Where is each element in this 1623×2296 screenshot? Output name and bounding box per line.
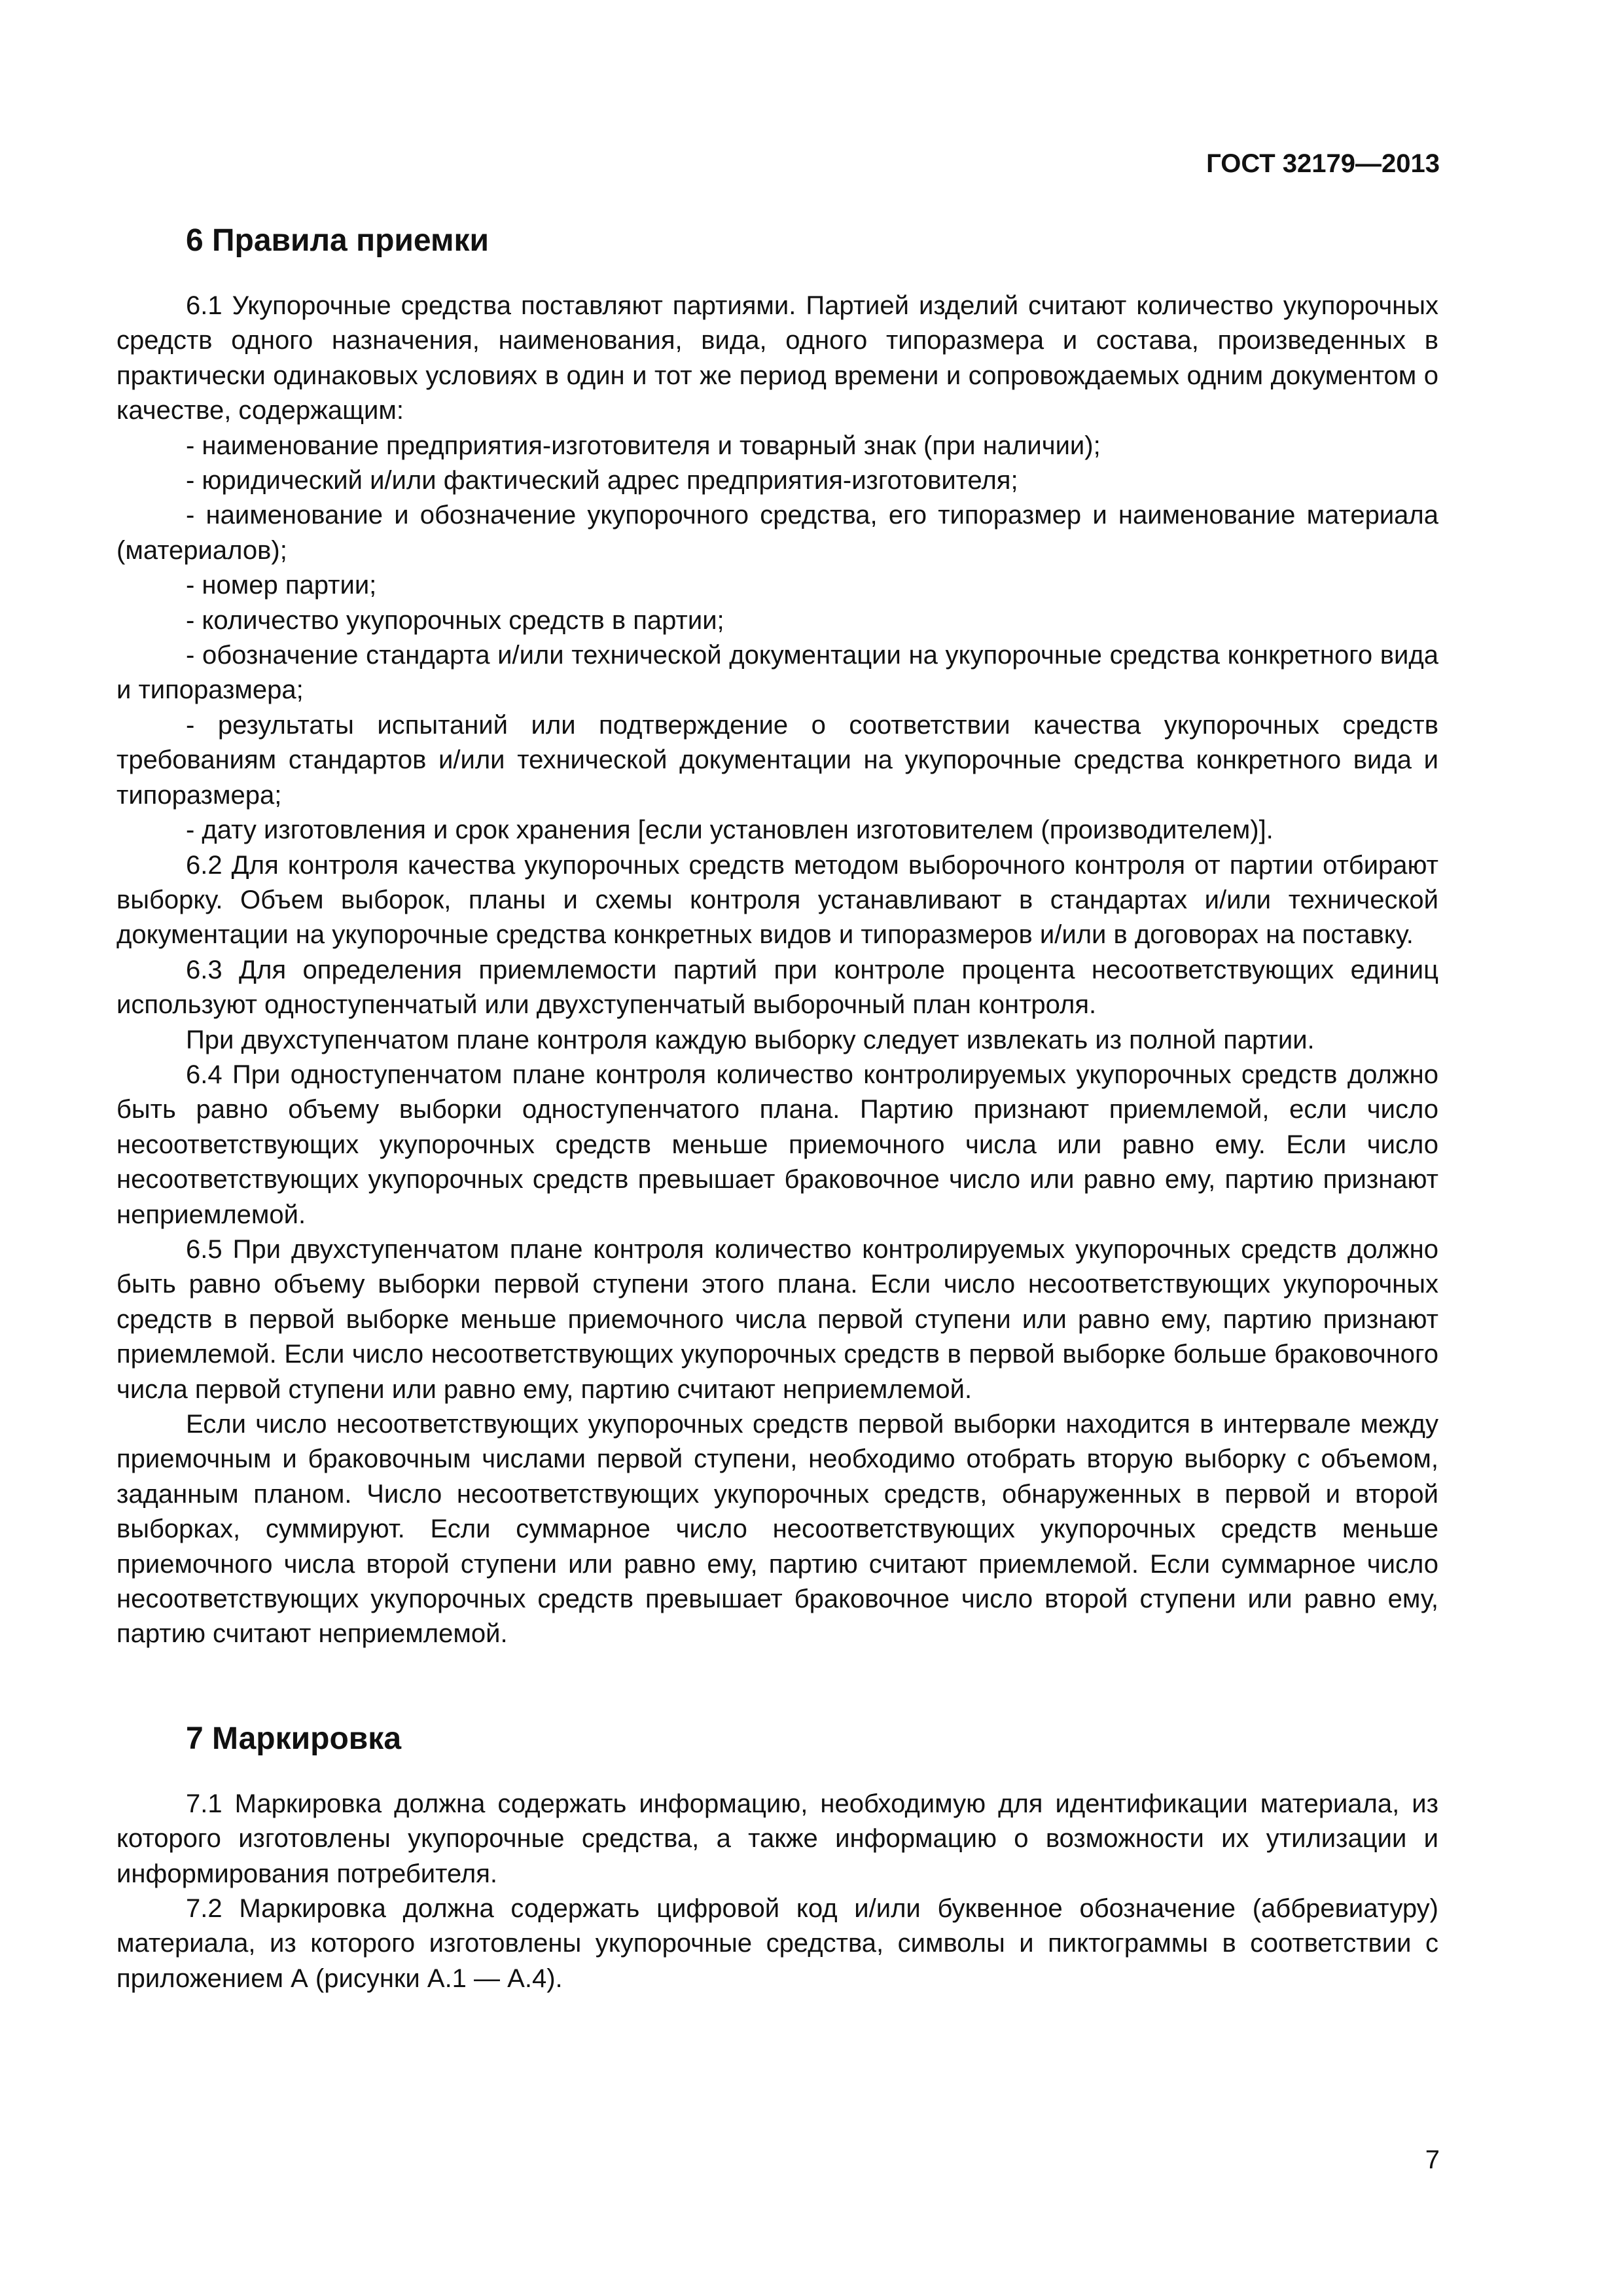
paragraph-6-3-note: При двухступенчатом плане контроля каждую выборку следует извлекать из полной партии. <box>186 1025 1315 1054</box>
section-7-title: 7 Маркировка <box>186 1721 402 1756</box>
list-item: - наименование и обозначение укупорочного средства, его типоразмер и наименование материала (материалов); <box>116 501 1438 565</box>
paragraph-6-4: 6.4 При одноступенчатом плане контроля количество контролируемых укупорочных средств должно быть равно объему выборки одноступенчатого плана. Партию признают приемлемой, если число несоответствующих укупорочных средств меньше приемочного числа или равно ему. Если число несоответствующих укупорочных средств превышает браковочное число или равно ему, партию признают неприемлемой. <box>116 1060 1438 1229</box>
list-item: - номер партии; <box>186 571 377 600</box>
page-number: 7 <box>1425 2145 1440 2174</box>
paragraph-7-2: 7.2 Маркировка должна содержать цифровой код и/или буквенное обозначение (аббревиатуру) материала, из которого изготовлены укупорочные средства, символы и пиктограммы в соответствии с приложением А (рисунки А.1 — А.4). <box>116 1894 1438 1993</box>
paragraph-6-5-continued: Если число несоответствующих укупорочных средств первой выборки находится в интервале между приемочным и браковочным числами первой ступени, необходимо отобрать вторую выборку с объемом, заданным планом. Число несоответствующих укупорочных средств, обнаруженных в первой и второй выборках, суммируют. Если суммарное число несоответствующих укупорочных средств меньше приемочного числа второй ступени или равно ему, партию считают приемлемой. Если суммарное число несоответствующих укупорочных средств превышает браковочное число второй ступени или равно ему, партию считают неприемлемой. <box>116 1410 1438 1649</box>
paragraph-6-2: 6.2 Для контроля качества укупорочных средств методом выборочного контроля от партии отбирают выборку. Объем выборок, планы и схемы контроля устанавливают в стандартах и/или технической документации на укупорочные средства конкретных видов и типоразмеров и/или в договорах на поставку. <box>116 850 1438 950</box>
paragraph-6-3: 6.3 Для определения приемлемости партий при контроле процента несоответствующих единиц используют одноступенчатый или двухступенчатый выборочный план контроля. <box>116 955 1438 1020</box>
paragraph-7-1: 7.1 Маркировка должна содержать информацию, необходимую для идентификации материала, из которого изготовлены укупорочные средства, а также информацию о возможности их утилизации и информирования потребителя. <box>116 1789 1438 1888</box>
paragraph-6-1: 6.1 Укупорочные средства поставляют партиями. Партией изделий считают количество укупорочных средств одного назначения, наименования, вида, одного типоразмера и состава, произведенных в практически одинаковых условиях в один и тот же период времени и сопровождаемых одним документом о качестве, содержащим: <box>116 291 1438 425</box>
list-item: - обозначение стандарта и/или технической документации на укупорочные средства конкретного вида и типоразмера; <box>116 641 1438 705</box>
section-6-title: 6 Правила приемки <box>186 223 490 258</box>
list-item: - юридический и/или фактический адрес предприятия-изготовителя; <box>186 466 1018 495</box>
list-item: - дату изготовления и срок хранения [если установлен изготовителем (производителем)]. <box>186 816 1274 845</box>
list-item: - количество укупорочных средств в партии; <box>186 605 724 635</box>
list-item: - наименование предприятия-изготовителя и товарный знак (при наличии); <box>186 431 1101 460</box>
document-code: ГОСТ 32179—2013 <box>1206 149 1440 178</box>
document-body <box>116 219 1438 1996</box>
list-item: - результаты испытаний или подтверждение о соответствии качества укупорочных средств требованиям стандартов и/или технической документации на укупорочные средства конкретного вида и типоразмера; <box>116 710 1438 810</box>
paragraph-6-5: 6.5 При двухступенчатом плане контроля количество контролируемых укупорочных средств должно быть равно объему выборки первой ступени этого плана. Если число несоответствующих укупорочных средств в первой выборке меньше приемочного числа первой ступени или равно ему, партию признают приемлемой. Если число несоответствующих укупорочных средств в первой выборке больше браковочного числа первой ступени или равно ему, партию считают неприемлемой. <box>116 1234 1438 1404</box>
